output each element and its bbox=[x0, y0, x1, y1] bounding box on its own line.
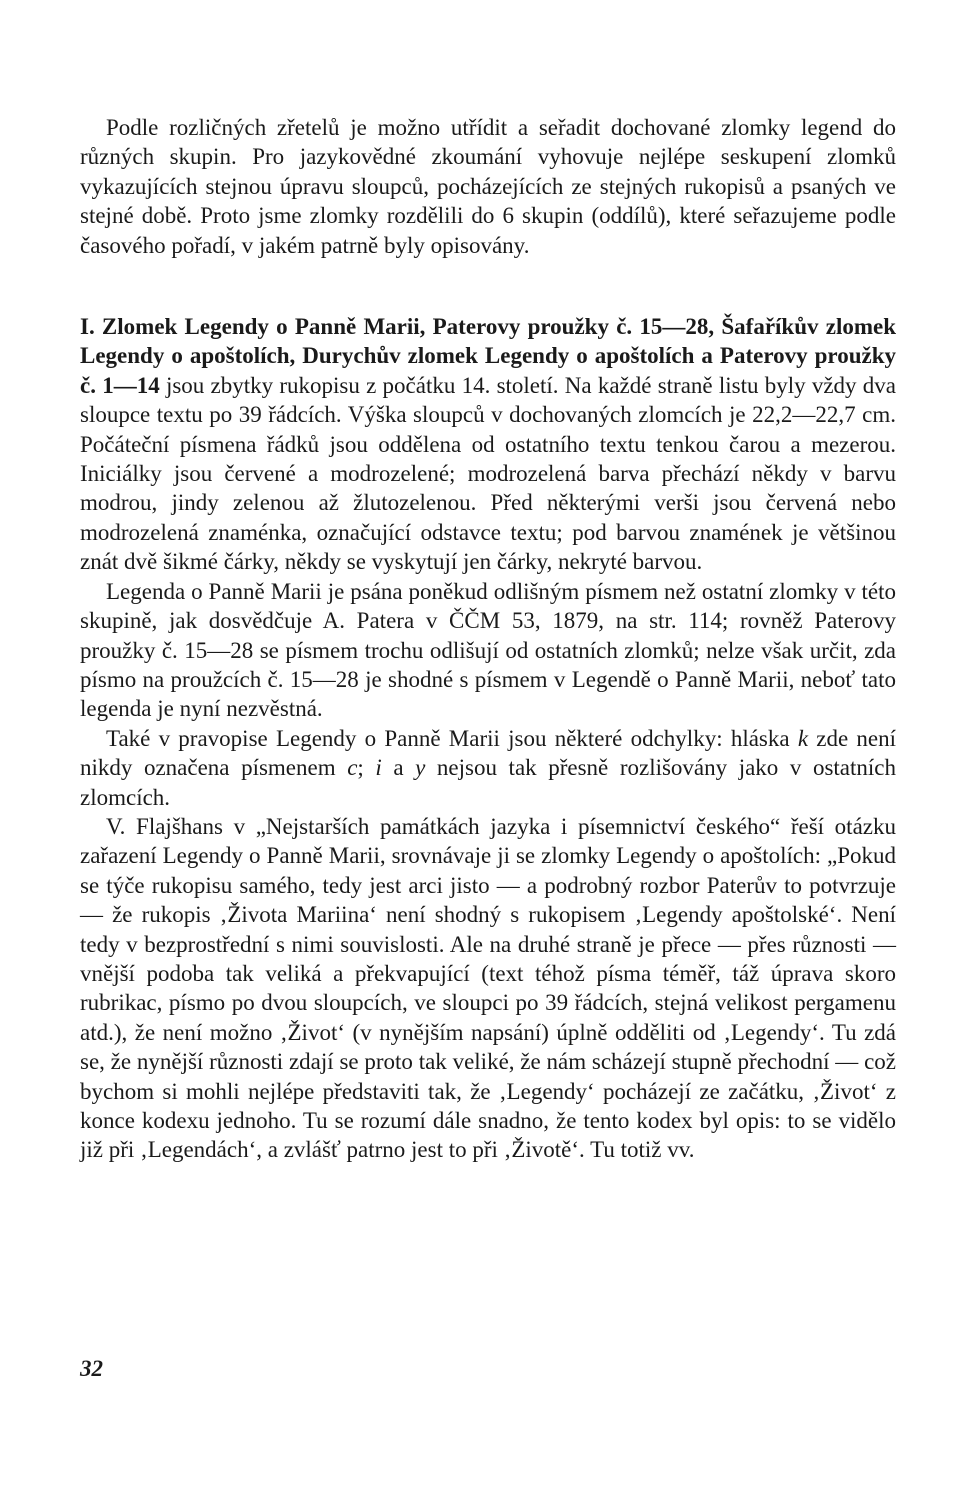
paragraph-pravopis bbox=[80, 724, 896, 812]
text-run: nejsou tak přesně rozlišovány jako v ostatních zlomcích. bbox=[80, 755, 896, 810]
italic-letter-i: i bbox=[375, 755, 382, 781]
italic-letter-k: k bbox=[797, 725, 809, 751]
section-1-heading: I. Zlomek Legendy o Panně Marii, Paterovy proužky č. 15—28, Šafaříkův zlomek Legendy o apoštolích, Durychův zlomek Legendy o apoštolích a Paterovy proužky č. 1—14 bbox=[80, 314, 896, 398]
paragraph-flajshans: V. Flajšhans v „Nejstarších památkách jazyka i písemnictví českého“ řeší otázku zařazení Legendy o Panně Marii, srovnávaje ji se zlomky Legendy o apoštolích: „Pokud se týče rukopisu samého, tedy jest arci jisto — a podrobný rozbor Paterův to potvrzuje — že rukopis ‚Života Mariina‘ není shodný s rukopisem ‚Legendy apoštolské‘. Není tedy v bezprostřední s nimi souvislosti. Ale na druhé straně je přece — přes různosti — vnější podoba tak veliká a překvapující (text téhož písma téměř, táž úprava skoro rubrikac, písmo po dvou sloupcích, ve sloupci po 39 řádcích, stejná velikost pergamenu atd.), že není možno ‚Život‘ (v nynějším napsání) úplně odděliti od ‚Legendy‘. Tu zdá se, že nynější různosti zdají se proto tak veliké, že nám scházejí stupně přechodní — což bychom si mohli nejlépe představiti tak, že ‚Legendy‘ pocházejí ze začátku, ‚Život‘ z konce kodexu jednoho. Tu se rozumí dále snadno, že tento kodex byl opis: to se vidělo již při ‚Legendách‘, a zvlášť patrno jest to při ‚Životě‘. Tu totiž vv. bbox=[80, 813, 896, 1163]
page-number: 32 bbox=[80, 1356, 103, 1381]
paragraph-legenda: Legenda o Panně Marii je psána poněkud odlišným písmem než ostatní zlomky v této skupině, jak dosvědčuje A. Patera v ČČM 53, 1879, na str. 114; rovněž Paterovy proužky č. 15—28 se písmem trochu odlišují od ostatních zlomků; nelze však určit, zda písmo na proužcích č. 15—28 je shodné s písmem v Legendě o Panně Marii, neboť tato legenda je nyní nezvěstná. bbox=[80, 578, 896, 722]
text-run: ; bbox=[357, 755, 376, 781]
italic-letter-c: c bbox=[347, 755, 358, 781]
italic-letter-y: y bbox=[415, 755, 426, 781]
page-body bbox=[80, 113, 896, 1165]
section-1-text: jsou zbytky rukopisu z počátku 14. století. Na každé straně listu byly vždy dva sloupce textu po 39 řádcích. Výška sloupců v dochovaných zlomcích je 22,2—22,7 cm. Počáteční písmena řádků jsou oddělena od ostatního textu tenkou čarou a mezerou. Iniciálky jsou červené a modrozelené; modrozelená barva přechází někdy v barvu modrou, jindy zelenou až žlutozelenou. Před některými verši jsou červená nebo modrozelená znaménka, označující odstavce textu; pod barvou znamének je většinou znát dvě šikmé čárky, někdy se vyskytují jen čárky, nekryté barvou. bbox=[80, 372, 896, 575]
section-1-paragraph bbox=[80, 312, 896, 577]
text-run: a bbox=[381, 755, 416, 781]
text-run: Také v pravopise Legendy o Panně Marii jsou některé odchylky: hláska bbox=[106, 725, 798, 751]
intro-paragraph: Podle rozličných zřetelů je možno utřídit a seřadit dochované zlomky legend do různých skupin. Pro jazykovědné zkoumání vyhovuje nejlépe seskupení zlomků vykazujících stejnou úpravu sloupců, pocházejících ze stejných rukopisů a psaných ve stejné době. Proto jsme zlomky rozdělili do 6 skupin (oddílů), které seřazujeme podle časového pořadí, v jakém patrně byly opisovány. bbox=[80, 115, 896, 258]
text-run: zde není nikdy označena písmenem bbox=[80, 725, 896, 781]
